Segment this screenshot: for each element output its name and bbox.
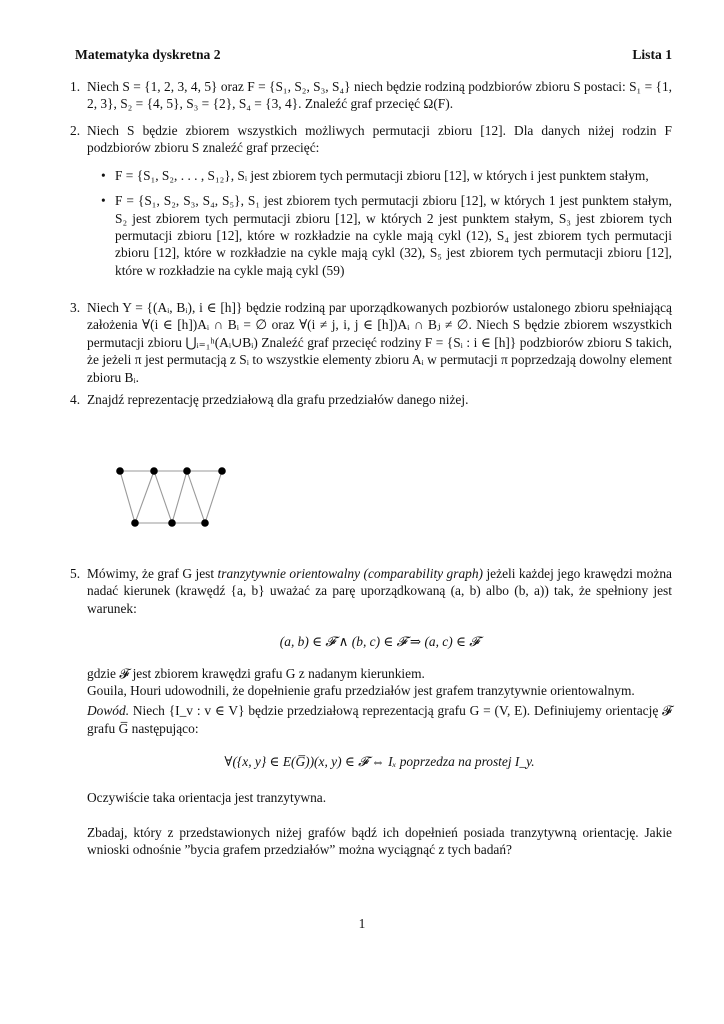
proof-text: Niech {I_v : v ∈ V} będzie przedziałową reprezentacją grafu G = (V, E). Definiujemy orientację 𝓕 grafu G̅ następująco: — [87, 703, 672, 736]
proof-paragraph — [87, 702, 672, 737]
graph-edge — [135, 471, 154, 523]
page-header — [75, 46, 672, 63]
problem-text: Niech S = {1, 2, 3, 4, 5} oraz F = {S₁, S₂, S₃, S₄} niech będzie rodziną podzbiorów zbioru S postaci: S₁ = {1, 2, 3}, S₂ = {4, 5}, S₃ = {2}, S₄ = {3, 4}. Znaleźć graf przecięć Ω(F). — [87, 79, 672, 112]
graph-edge — [154, 471, 172, 523]
problem-number: 3. — [70, 300, 81, 315]
graph-vertex — [201, 519, 209, 527]
problem-3 — [70, 299, 672, 386]
graph-vertex — [150, 467, 158, 475]
definition-line: gdzie 𝓕 jest zbiorem krawędzi grafu G z nadanym kierunkiem. — [87, 665, 425, 681]
graph-vertex — [183, 467, 191, 475]
formula-transitivity: (a, b) ∈ 𝓕 ∧ (b, c) ∈ 𝓕 ⇒ (a, c) ∈ 𝓕 — [279, 634, 480, 650]
task-paragraph: Zbadaj, który z przedstawionych niżej grafów bądź ich dopełnień posiada tranzytywną orientację. Jakie wnioski odnośnie ”bycia grafem przedziałów” można wyciągnąć z tych badań? — [87, 825, 672, 858]
graph-vertex — [131, 519, 139, 527]
graph-edge — [205, 471, 222, 523]
graph-vertex — [168, 519, 176, 527]
graph-edge — [187, 471, 205, 523]
bullet-item: • F = {S₁, S₂, S₃, S₄, S₅}, S₁ jest zbiorem tych permutacji zbioru [12], w których 1 jest punktem stałym, S₂ jest zbiorem tych permutacji zbioru [12], w których 2 jest punktem stałym, S₃ jest zbiorem tych permutacji zbioru [12], które w rozkładzie na cykle mają cykl (12), S₄ jest zbiorem tych permutacji zbioru [12], które w rozkładzie na cykle mają cykl (32), S₅ jest zbiorem tych permutacji zbioru [12], które w rozkładzie na cykle mają cykl (59) — [115, 192, 672, 279]
problem-number: 1. — [70, 79, 81, 94]
theorem-line: Gouila, Houri udowodnili, że dopełnienie grafu przedziałów jest grafem tranzytywnie orientowalnym. — [87, 683, 635, 699]
problem-text-post: jeżeli każdej jego krawędzi można nadać kierunek (krawędź {a, b} uważać za parę uporządkowaną (a, b) albo (b, a)) tak, że spełniony jest warunek: — [87, 566, 672, 616]
problem-1 — [70, 78, 672, 113]
graph-vertex — [116, 467, 124, 475]
problem-term: tranzytywnie orientowalny (comparability graph) — [217, 566, 484, 581]
problem-number: 2. — [70, 123, 81, 138]
problem-text: Znajdź reprezentację przedziałową dla grafu przedziałów danego niżej. — [87, 392, 469, 407]
formula-orientation: ∀({x, y} ∈ E(G̅))(x, y) ∈ 𝓕 ⇔ Iₓ poprzedza na prostej I_y. — [224, 754, 535, 770]
list-label: Lista 1 — [632, 47, 672, 62]
bullet-list — [87, 167, 672, 279]
problem-4 — [70, 391, 672, 408]
graph-vertices — [116, 467, 226, 527]
proof-label: Dowód. — [87, 703, 130, 719]
graph-edges — [120, 471, 222, 523]
problem-2 — [70, 122, 672, 287]
graph-edge — [120, 471, 135, 523]
problem-text-pre: Mówimy, że graf G jest — [87, 566, 218, 581]
graph-vertex — [218, 467, 226, 475]
graph-edge — [172, 471, 187, 523]
course-title: Matematyka dyskretna 2 — [75, 47, 221, 62]
interval-graph — [105, 455, 235, 535]
problem-number: 4. — [70, 392, 81, 407]
problem-text — [87, 565, 672, 617]
conclusion-line: Oczywiście taka orientacja jest tranzytywna. — [87, 789, 327, 805]
problem-text: Niech S będzie zbiorem wszystkich możliwych permutacji zbioru [12]. Dla danych niżej rodzin F podzbiorów zbioru S znaleźć graf przecięć: — [87, 123, 672, 156]
page-number: 1 — [358, 916, 366, 931]
problem-5 — [70, 565, 672, 859]
problem-number: 5. — [70, 566, 81, 581]
bullet-item: • F = {S₁, S₂, . . . , S₁₂}, Sᵢ jest zbiorem tych permutacji zbioru [12], w których i jest punktem stałym, — [115, 167, 672, 184]
problem-text: Niech Y = {(Aᵢ, Bᵢ), i ∈ [h]} będzie rodziną par uporządkowanych pozbiorów ustalonego zbioru spełniającą założenia ∀(i ∈ [h])Aᵢ ∩ Bᵢ = ∅ oraz ∀(i ≠ j, i, j ∈ [h])Aᵢ ∩ Bⱼ ≠ ∅. Niech S będzie zbiorem wszystkich permutacji zbioru ⋃ᵢ₌₁ʰ(Aᵢ∪Bᵢ) Znaleźć graf przecięć rodziny F = {Sᵢ : i ∈ [h]} podzbiorów zbioru S takich, że jeżeli π jest permutacją z Sᵢ to wszystkie elementy zbioru Aᵢ w permutacji π poprzedzają dowolny element zbioru Bᵢ. — [87, 300, 672, 385]
